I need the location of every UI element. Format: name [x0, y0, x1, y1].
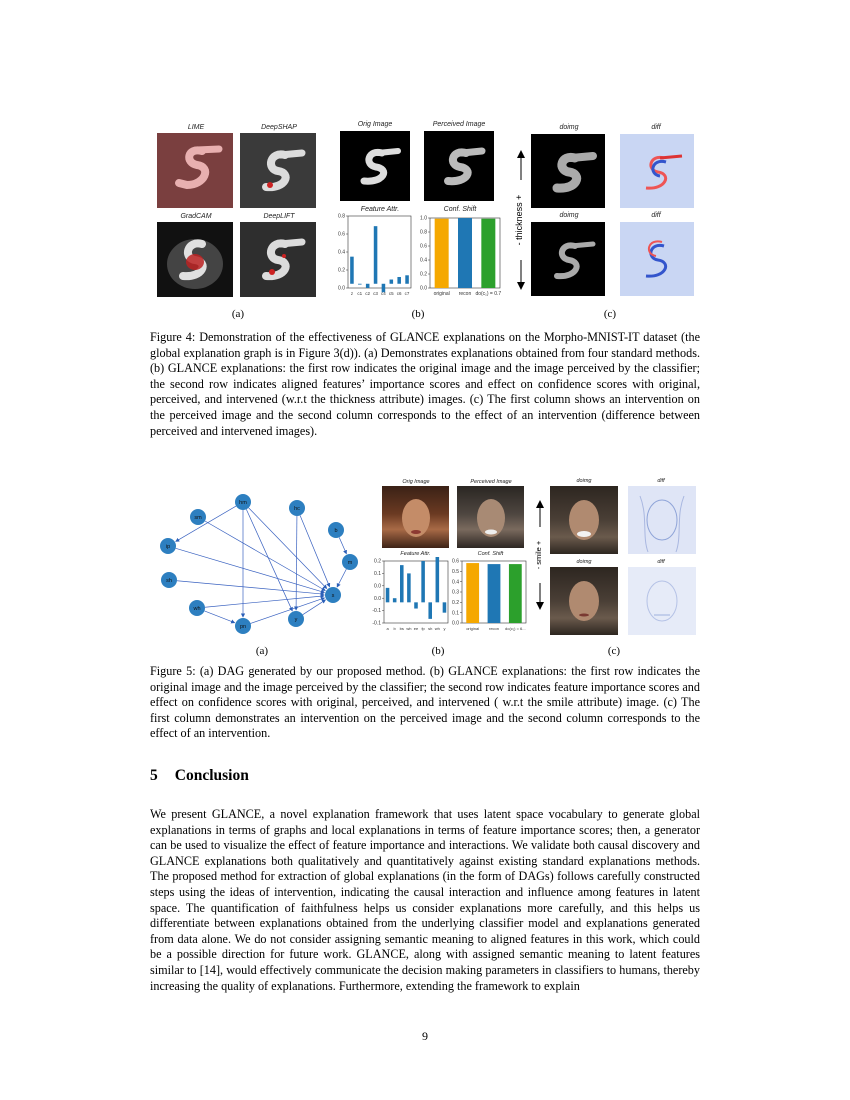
fig5-doimg-2	[550, 567, 618, 635]
bar	[393, 598, 397, 602]
fig4-sublabel-c: (c)	[603, 308, 617, 320]
dag-edge	[296, 516, 297, 610]
fig5-orig-image	[382, 486, 449, 548]
x-tick-label: c7	[404, 291, 410, 296]
fig4-thickness-label: - thickness +	[514, 180, 528, 260]
fig4-caption: Figure 4: Demonstration of the effectiveness of GLANCE explanations on the Morpho-MNIST-IT dataset (the global explanation graph is in Figure 3(d)). (a) Demonstrates explanations obtained from four standard methods. (b) GLANCE explanations: the first row indicates the original image and the image perceived by the classifier; the second row indicates aligned features’ importance scores and effect on confidence scores with original, perceived, and intervened (w.r.t the thickness attribute) images. (c) The first column shows an intervention on the perceived image and the second column corresponds to the effect of an intervention (difference between perceived and intervened images).	[150, 330, 700, 438]
y-tick-label: 0.2	[452, 599, 459, 606]
y-tick-label: 0.0	[452, 620, 459, 627]
bar	[350, 257, 354, 284]
x-tick-label: c2	[365, 291, 371, 296]
bar	[366, 284, 370, 288]
bar	[374, 226, 378, 284]
bar	[414, 602, 418, 608]
x-tick-label: recon	[458, 291, 472, 297]
fig5-perceived-title: Perceived Image	[470, 479, 512, 485]
bar	[458, 218, 472, 288]
fig5-feature-attr-chart	[370, 557, 452, 635]
dag-edge	[303, 600, 326, 615]
dag-node-m	[342, 554, 358, 570]
x-tick-label: fp	[421, 626, 425, 631]
x-tick-label: z	[350, 291, 354, 296]
y-tick-label: 0.6	[420, 243, 427, 250]
y-tick-label: 0.3	[452, 589, 459, 596]
fig5-sublabel-a: (a)	[255, 645, 269, 657]
fig5-featattr-title: Feature Attr.	[400, 551, 431, 557]
dag-node-label: sm	[194, 515, 202, 521]
dag-node-hc	[289, 500, 305, 516]
fig4-diff-1	[620, 134, 694, 208]
fig5-sublabel-b: (b)	[431, 645, 445, 657]
x-tick-label: recon	[488, 626, 500, 631]
bar	[400, 565, 404, 602]
dag-node-label: s	[331, 593, 335, 599]
y-tick-label: -0.1	[372, 608, 381, 615]
x-tick-label: c5	[388, 291, 394, 296]
x-tick-label: do(c₁) = 6...	[505, 626, 526, 631]
fig4-doimg-title-2: doimg	[559, 212, 579, 219]
bar	[436, 557, 440, 602]
fig5-sublabel-c: (c)	[607, 645, 621, 657]
fig4-confshift-title: Conf. Shift	[443, 206, 477, 213]
dag-node-ip	[160, 538, 176, 554]
bar	[390, 280, 394, 284]
dag-node-sh	[161, 572, 177, 588]
dag-node-label: hc	[294, 506, 300, 512]
dag-edge	[205, 596, 324, 607]
dag-node-label: pn	[239, 624, 247, 630]
fig4-diff-2	[620, 222, 694, 296]
y-tick-label: 0.2	[338, 267, 345, 274]
y-tick-label: 0.2	[420, 271, 427, 278]
section-heading	[150, 767, 249, 785]
y-tick-label: -0.1	[372, 620, 381, 627]
dag-node-sm	[190, 509, 206, 525]
x-tick-label: c4	[381, 291, 386, 296]
y-tick-label: 0.4	[338, 249, 345, 256]
y-tick-label: 1.0	[420, 215, 427, 222]
fig5-doimg-title-2: doimg	[576, 559, 592, 565]
dag-node-b	[328, 522, 344, 538]
y-tick-label: 0.5	[452, 568, 459, 575]
fig5-smile-label: - smile +	[534, 527, 546, 583]
fig4-conf-shift-chart	[414, 212, 504, 300]
bar	[358, 284, 362, 285]
fig4-deepshap-title: DeepSHAP	[261, 124, 297, 131]
dag-node-s	[325, 587, 341, 603]
dag-node-pn	[235, 618, 251, 634]
dag-node-label: hm	[239, 500, 247, 506]
page-number: 9	[422, 1029, 428, 1043]
y-tick-label: 0.0	[420, 285, 427, 292]
fig4-orig-title: Orig Image	[357, 121, 393, 128]
dag-node-label: sh	[166, 578, 172, 584]
fig4-doimg-title-1: doimg	[559, 124, 579, 131]
y-tick-label: 0.8	[338, 213, 345, 220]
bar	[421, 561, 425, 602]
fig4-orig-image	[340, 131, 410, 201]
bar	[488, 564, 501, 623]
fig4-feature-attr-chart	[330, 212, 415, 300]
fig4-deepshap-image	[240, 133, 316, 208]
fig4-gradcam-title: GradCAM	[180, 213, 212, 220]
fig4-diff-title-2: diff	[651, 212, 661, 219]
bar	[407, 573, 411, 602]
dag-node-wh	[189, 600, 205, 616]
dag-node-hm	[235, 494, 251, 510]
x-tick-label: wh	[406, 626, 412, 631]
fig4-doimg-1	[531, 134, 605, 208]
x-tick-label: do(c₁) = 0.7	[475, 291, 502, 297]
fig5-diff-1	[628, 486, 696, 554]
fig4-deeplift-image	[240, 222, 316, 297]
bar	[466, 563, 479, 623]
y-tick-label: 0.2	[374, 558, 381, 565]
bar	[443, 602, 447, 612]
fig5-dag	[152, 490, 372, 635]
fig4-sublabel-b: (b)	[411, 308, 425, 320]
fig5-diff-2	[628, 567, 696, 635]
fig4-lime-image	[157, 133, 233, 208]
y-tick-label: 0.0	[374, 595, 381, 602]
fig5-confshift-title: Conf. Shift	[477, 551, 504, 557]
plot-frame	[348, 216, 411, 288]
fig4-sublabel-a: (a)	[231, 308, 245, 320]
x-tick-label: c3	[373, 291, 378, 296]
x-tick-label: wh	[434, 626, 440, 631]
x-tick-label: original	[433, 291, 450, 297]
y-tick-label: 0.0	[338, 285, 345, 292]
fig4-diff-title-1: diff	[651, 124, 661, 131]
y-tick-label: 0.4	[452, 579, 459, 586]
fig4-doimg-2	[531, 222, 605, 296]
dag-node-label: y	[294, 617, 298, 623]
fig5-diff-title-2: diff	[657, 559, 665, 565]
y-tick-label: 0.1	[452, 610, 459, 617]
fig4-deeplift-title: DeepLIFT	[263, 213, 295, 220]
dag-node-label: wh	[193, 606, 201, 612]
dag-edge	[337, 569, 346, 587]
fig5-doimg-title-1: doimg	[576, 478, 592, 484]
fig5-perceived-image	[457, 486, 524, 548]
dag-edge	[246, 509, 292, 611]
dag-node-label: ip	[165, 544, 171, 550]
conclusion-paragraph: We present GLANCE, a novel explanation framework that uses latent space vocabulary to generate global explanations in terms of graphs and local explanations in terms of feature importance scores; then, a generator can be used to visualize the effect of feature importance and interactions. We validate both causal discovery and GLANCE explanations both qualitatively and quantitatively against existing standard explanations methods. The proposed method for extraction of global explanations (in the form of DAGs) follows carefully constructed steps using the ideas of intervention, indicating the causal interaction and influence among features in latent space. The quantification of faithfulness helps us consider explanations more carefully, and this helps us differentiate between explanations obtained from the underlying classifier model and explanations generated from data alone. We do not consider assigning semantic meaning to aligned features in this work, which could be a possible direction for future work. GLANCE, along with assigned semantic meaning to latent features similar to [14], would effectively communicate the decision making parameters in classifiers to humans, thereby increasing the quality of explanations. Furthermore, extending the framework to explain	[150, 807, 700, 993]
x-tick-label: sh	[428, 626, 433, 631]
fig5-conf-shift-chart	[448, 557, 530, 635]
x-tick-label: c6	[396, 291, 402, 296]
dag-edge	[339, 537, 346, 553]
bar	[435, 219, 449, 288]
y-tick-label: 0.4	[420, 257, 427, 264]
dag-edge	[205, 521, 325, 590]
bar	[509, 564, 522, 623]
x-tick-label: bs	[399, 626, 404, 631]
x-tick-label: b	[393, 626, 396, 631]
dag-node-label: m	[347, 560, 353, 566]
fig5-caption: Figure 5: (a) DAG generated by our proposed method. (b) GLANCE explanations: the first row indicates the original image and the image perceived by the classifier; the second row indicates feature importance scores and effect on confidence scores with original, perceived, and intervened ( w.r.t the smile attribute) image. (c) The first column demonstrates an intervention on the perceived image and the second column corresponds to the effect of an intervention.	[150, 664, 700, 741]
dag-node-y	[288, 611, 304, 627]
dag-edge	[249, 508, 327, 589]
dag-edge	[176, 548, 325, 592]
fig5-diff-title-1: diff	[657, 478, 665, 484]
fig4-perceived-title: Perceived Image	[432, 121, 486, 128]
y-tick-label: 0.0	[374, 583, 381, 590]
bar	[481, 219, 495, 288]
y-tick-label: 0.1	[374, 571, 381, 577]
x-tick-label: y	[443, 626, 446, 631]
fig4-perceived-image	[424, 131, 494, 201]
bar	[386, 588, 390, 602]
dag-edge	[176, 506, 236, 541]
fig4-featattr-title: Feature Attr.	[360, 206, 400, 213]
section-title: Conclusion	[174, 767, 249, 784]
dag-edge	[204, 611, 234, 623]
fig5-doimg-1	[550, 486, 618, 554]
fig4-gradcam-image	[157, 222, 233, 297]
x-tick-label: original	[466, 626, 480, 631]
y-tick-label: 0.6	[338, 231, 345, 238]
fig5-orig-title: Orig Image	[402, 479, 430, 485]
section-number: 5	[150, 767, 158, 784]
x-tick-label: ee	[413, 626, 419, 631]
y-tick-label: 0.8	[420, 229, 427, 236]
bar	[428, 602, 432, 619]
bar	[405, 275, 409, 283]
bar	[397, 277, 401, 284]
dag-node-label: b	[334, 528, 338, 534]
x-tick-label: c1	[357, 291, 363, 296]
dag-edge	[177, 581, 324, 594]
y-tick-label: 0.6	[452, 558, 459, 565]
x-tick-label: a	[386, 626, 389, 631]
fig4-lime-title: LIME	[187, 124, 205, 131]
